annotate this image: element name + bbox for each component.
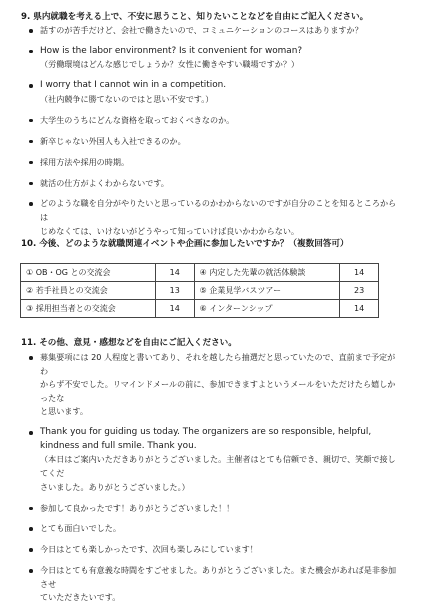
q11-item-line: さいました。ありがとうございました。） [40,481,190,492]
q11-list [28,351,403,612]
q9-item [28,45,403,72]
q9-item-line: 採用方法や採用の時期。 [40,156,130,167]
q10-title: 10. 今後、どのような就職関連イベントや企画に参加したいですか？（複数回答可） [21,239,349,249]
q9-item-line: How is the labor environment? Is it convenient for woman? [40,45,303,56]
event-label: ③ 採用担当者との交流会 [21,300,156,318]
q9-item-line: （労働環境はどんな感じでしょうか？女性に働きやすい職場ですか？） [40,59,300,70]
q11-title: 11. その他、意見・感想などを自由にご記入ください。 [21,338,237,348]
q11-item-line: 今日はとても楽しかったです、次回も楽しみにしています！ [40,544,258,555]
q9-item-line: I worry that I cannot win in a competition. [40,80,227,91]
q11-item [28,351,403,419]
event-count: 23 [340,282,379,300]
q9-item-line: 話すのが苦手だけど、会社で働きたいので、コミュニケーションのコースはありますか？ [40,25,363,35]
q9-item-line: 大学生のうちにどんな資格を取っておくべきなのか。 [40,114,235,125]
q9-item-line: 就活の仕方がよくわからないです。 [40,177,169,188]
q11-item [28,426,403,494]
q9-title: 9. 県内就職を考える上で、不安に思うこと、知りたいことなどを自由にご記入ください。 [21,12,369,22]
table-row [21,264,379,282]
q11-item-line: 今日はとても有意義な時間をすごせました。ありがとうございました。また機会があれば是非参加させ [40,565,397,589]
q11-item [28,564,403,605]
event-label: ① OB・OG との交流会 [21,264,156,282]
q9-list [28,24,403,246]
q9-item-line: 新卒じゃない外国人も入社できるのか。 [40,135,186,146]
event-count: 13 [155,282,194,300]
event-count: 14 [340,264,379,282]
event-count: 14 [155,264,194,282]
q11-item-line: Thank you for guiding us today. The organizers are so responsible, helpful, [40,427,372,438]
q11-item [28,522,403,536]
q11-item-line: kindness and full smile. Thank you. [40,440,197,451]
q11-item-line: 募集要項には 20 人程度と書いてあり、それを越したら抽選だと思っていたので、直前まで予定がわ [40,352,396,376]
q11-item-line: ていただきたいです。 [40,592,121,603]
q9-item [28,135,403,149]
q11-item-line: と思います。 [40,406,88,417]
events-table [20,263,379,318]
q9-item [28,114,403,128]
event-label: ⑥ インターンシップ [194,300,340,318]
q9-item [28,79,403,106]
q9-item-line: どのような職を自分がやりたいと思っているのかわからないのですが自分のことを知るところからは [40,198,397,223]
event-label: ④ 内定した先輩の就活体験談 [194,264,340,282]
q11-item [28,543,403,557]
table-row [21,282,379,300]
q9-item [28,24,403,38]
event-label: ② 若手社員との交流会 [21,282,156,300]
q11-item [28,502,403,516]
q11-item-line: （本日はご案内いただきありがとうございました。主催者はとても信頼でき、親切で、笑顔で接してくだ [40,454,396,479]
table-row [21,300,379,318]
event-count: 14 [340,300,379,318]
q9-item [28,197,403,238]
q11-item-line: とても面白いでした。 [40,523,121,534]
event-label: ⑤ 企業見学バスツアー [194,282,340,300]
q11-item-line: からず不安でした。リマインドメールの前に、参加できますよというメールをいただけたら嬉しかったな [40,379,396,403]
q9-item [28,177,403,191]
q9-item-line: じめなくては、いけないがどうやって知っていけば良いかわからない。 [40,225,300,236]
event-count: 14 [155,300,194,318]
q9-item-line: （社内競争に勝てないのではと思い不安です。） [40,93,214,104]
q11-item-line: 参加して良かったです！ありがとうございました！！ [40,502,235,513]
q9-item [28,156,403,170]
